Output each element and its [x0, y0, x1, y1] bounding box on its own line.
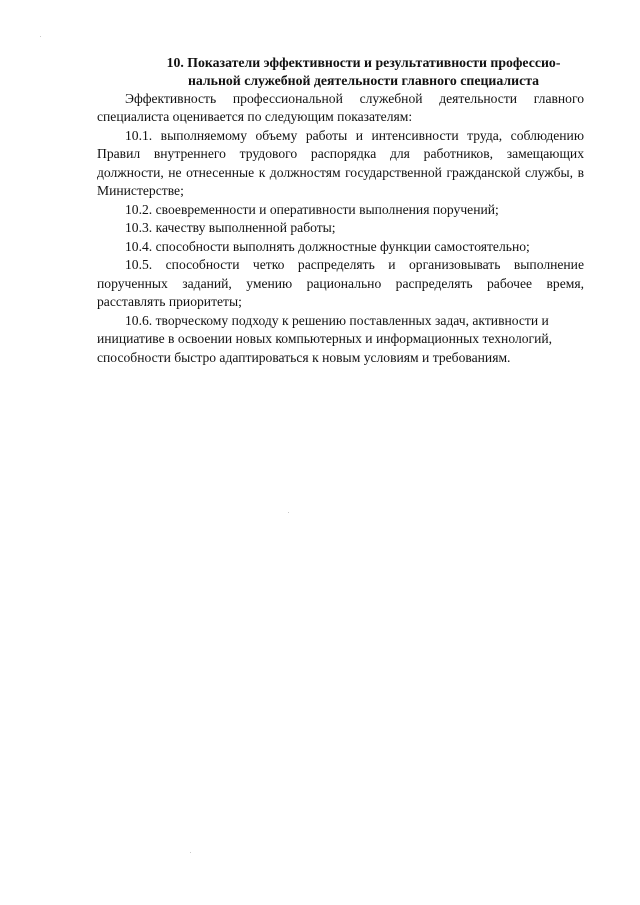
item-10-6: 10.6. творческому подходу к решению поставленных задач, активности и инициативе в освоении новых компьютерных и информационных технологий, способности быстро адаптироваться к новым условиям и требованиям.	[97, 312, 553, 365]
section-heading-line-1: 10. Показатели эффективности и результативности профессио-	[166, 55, 561, 70]
scan-speck	[288, 512, 289, 513]
item-10-4: 10.4. способности выполнять должностные функции самостоятельно;	[125, 238, 530, 254]
scan-speck	[190, 852, 191, 853]
item-10-5: 10.5. способности четко распределять и организовывать выполнение порученных заданий, умению рационально распределять рабочее время, расставлять приоритеты;	[97, 257, 584, 310]
section-heading-line-2: нальной служебной деятельности главного специалиста	[187, 72, 540, 88]
item-10-2: 10.2. своевременности и оперативности выполнения поручений;	[125, 201, 499, 217]
intro-paragraph: Эффективность профессиональной служебной деятельности главного специалиста оценивается по следующим показателям:	[97, 90, 584, 125]
item-10-1: 10.1. выполняемому объему работы и интенсивности труда, соблюдению Правил внутреннего трудового распорядка для работников, замещающих должности, не отнесенные к должностям государственной гражданской службы, в Министерстве;	[97, 127, 584, 199]
section-heading	[143, 54, 584, 90]
scan-speck	[40, 36, 41, 37]
document-body	[97, 54, 584, 367]
item-10-3: 10.3. качеству выполненной работы;	[125, 220, 336, 236]
